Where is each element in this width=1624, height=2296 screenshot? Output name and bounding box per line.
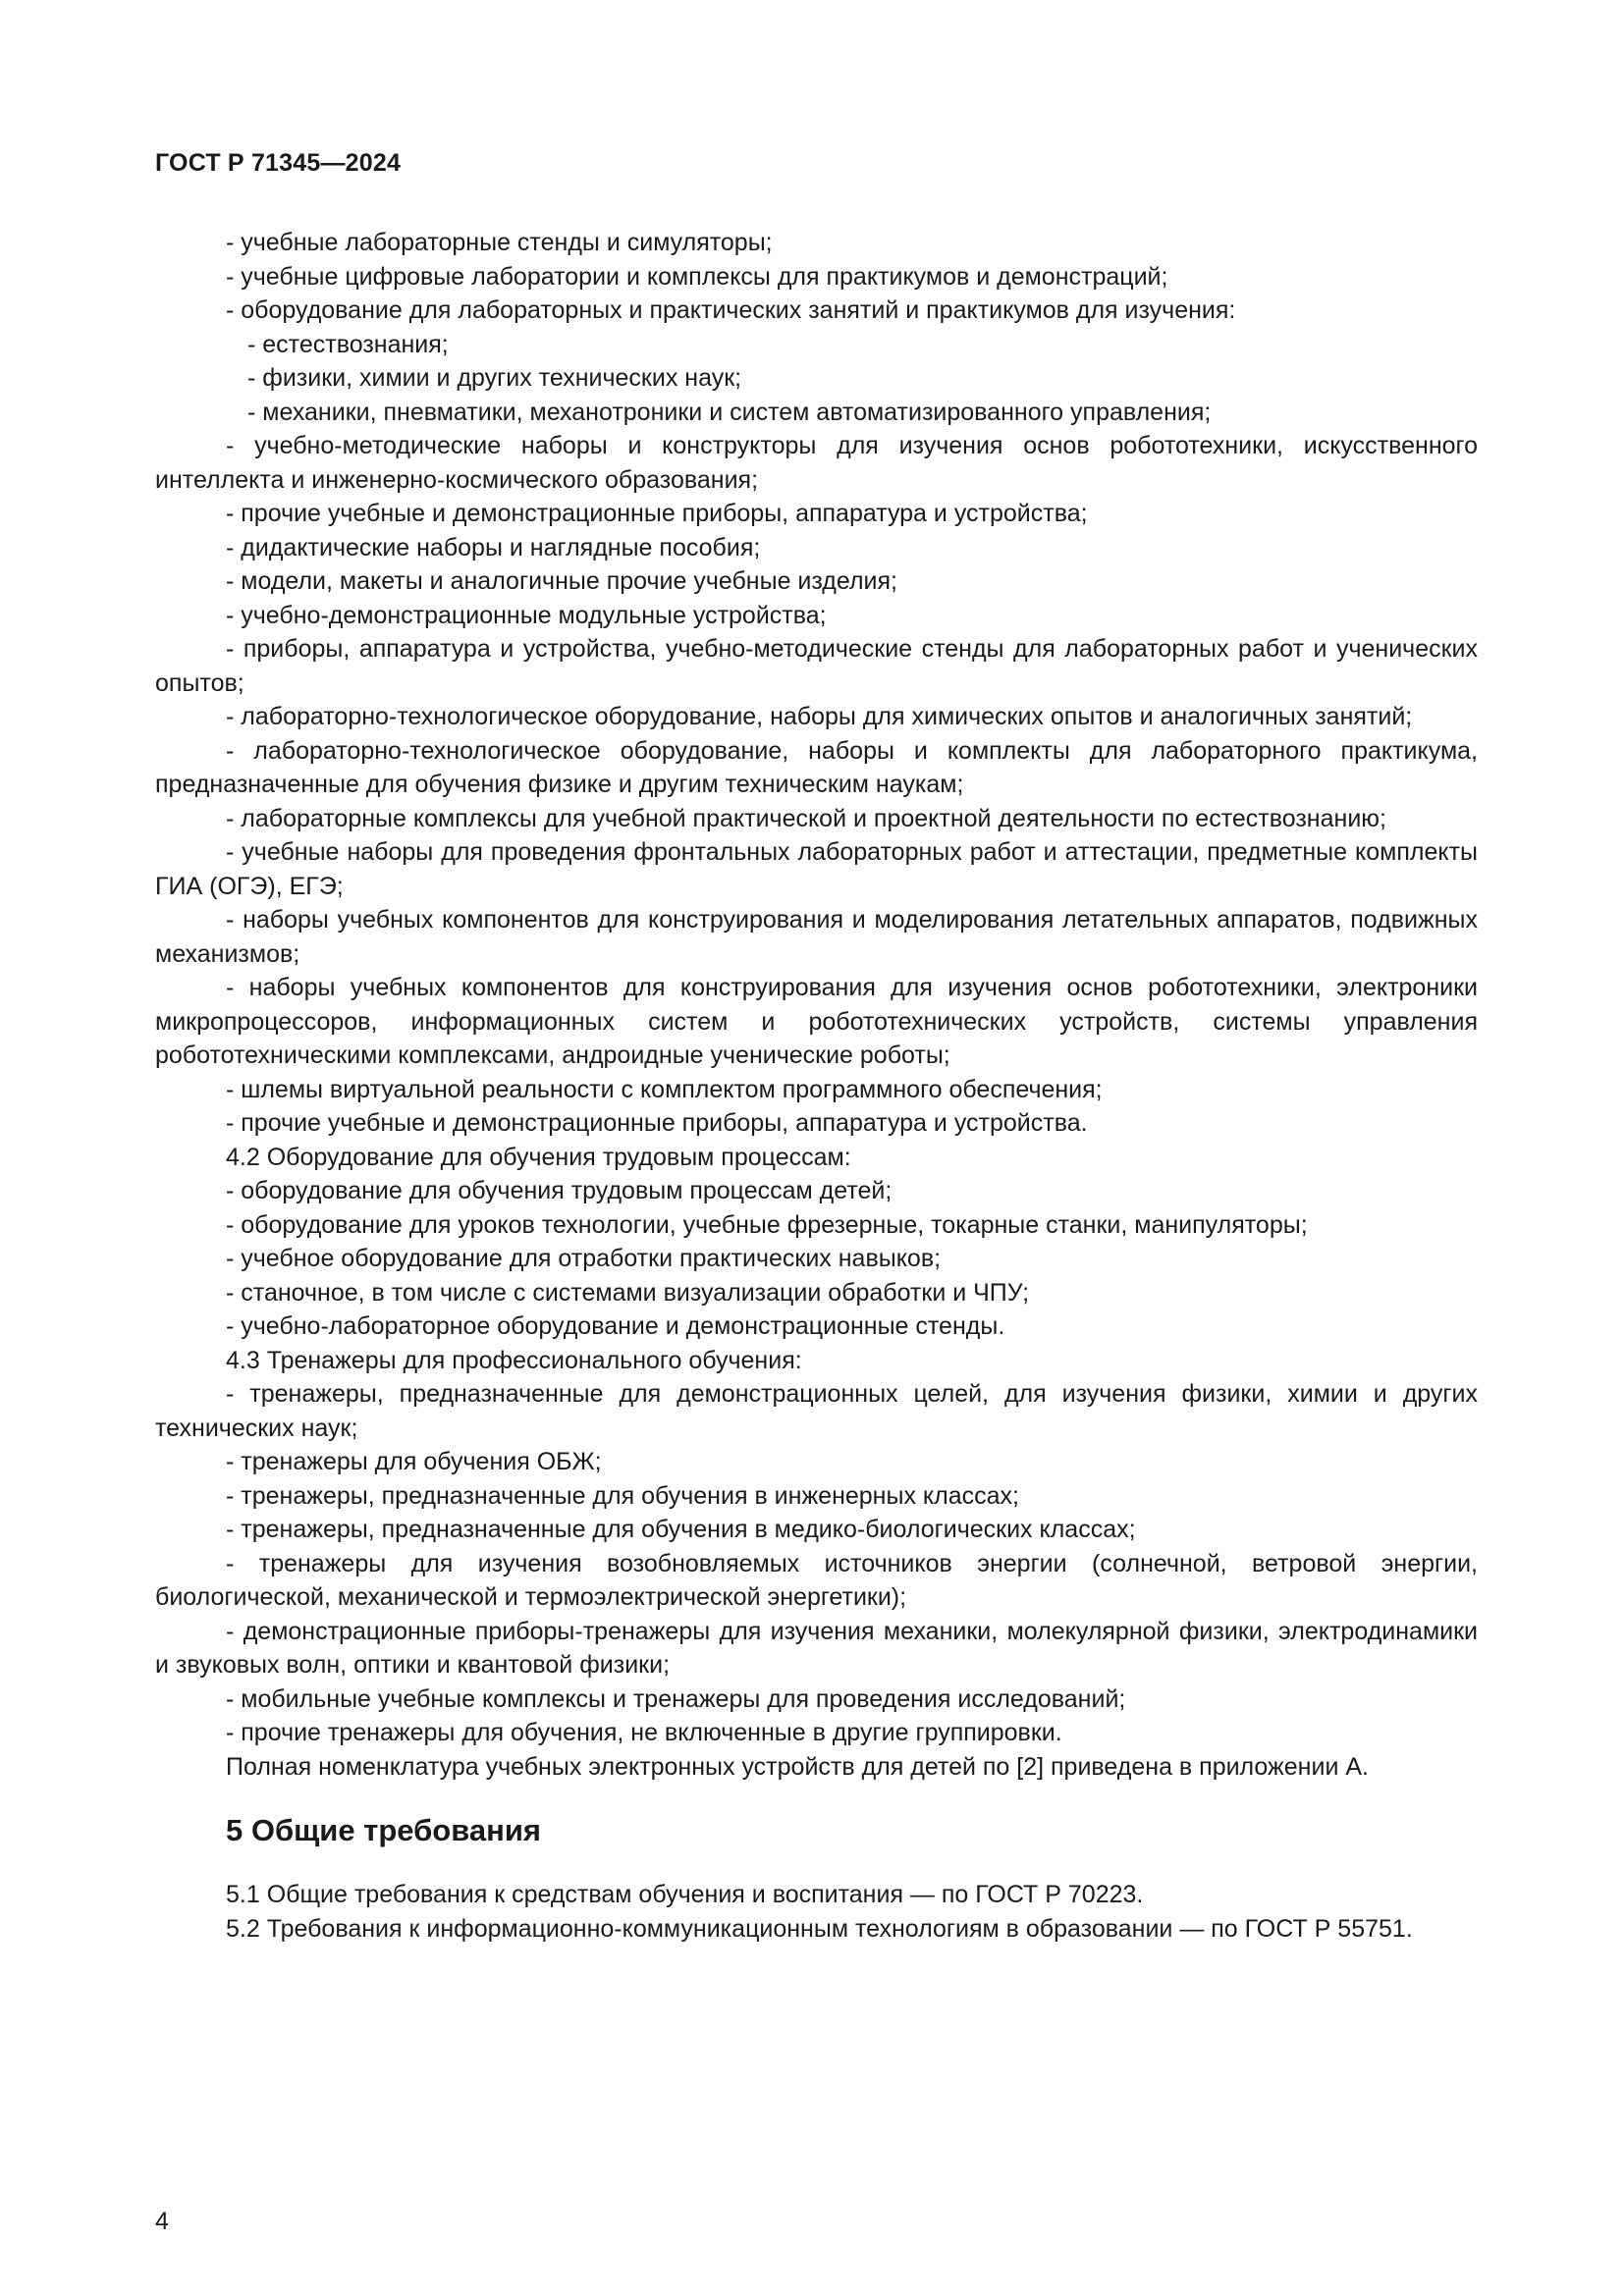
list-item: - учебно-методические наборы и конструкторы для изучения основ робототехники, искусственного интеллекта и инженерно-космического образования; [155,432,1478,494]
list-item: - прочие учебные и демонстрационные приборы, аппаратура и устройства. [226,1109,1088,1137]
list-item: - оборудование для уроков технологии, учебные фрезерные, токарные станки, манипуляторы; [226,1210,1308,1239]
list-item: - демонстрационные приборы-тренажеры для изучения механики, молекулярной физики, электродинамики и звуковых волн, оптики и квантовой физики; [155,1617,1478,1679]
list-item: - наборы учебных компонентов для конструирования и моделирования летательных аппаратов, подвижных механизмов; [155,906,1478,968]
clause-5-2: 5.2 Требования к информационно-коммуникационным технологиям в образовании — по ГОСТ Р 55751. [226,1914,1413,1943]
clause-4-3-heading: 4.3 Тренажеры для профессионального обучения: [226,1346,802,1374]
document-header: ГОСТ Р 71345—2024 [155,149,402,177]
list-subitem: - физики, химии и других технических наук; [247,364,742,392]
list-item: - прочие учебные и демонстрационные приборы, аппаратура и устройства; [226,500,1088,527]
list-item: - учебные наборы для проведения фронтальных лабораторных работ и аттестации, предметные комплекты ГИА (ОГЭ), ЕГЭ; [155,838,1478,900]
list-item: - лабораторно-технологическое оборудование, наборы и комплекты для лабораторного практикума, предназначенные для обучения физике и другим техническим наукам; [155,736,1478,798]
list-item: - тренажеры для изучения возобновляемых источников энергии (солнечной, ветровой энергии, биологической, механической и термоэлектрической энергетики); [155,1549,1478,1611]
page-number: 4 [155,2208,169,2235]
list-item: - лабораторно-технологическое оборудование, наборы для химических опытов и аналогичных занятий; [226,703,1413,730]
list-item: - тренажеры, предназначенные для обучения в медико-биологических классах; [226,1516,1136,1543]
list-item: - приборы, аппаратура и устройства, учебно-методические стенды для лабораторных работ и ученических опытов; [155,635,1478,697]
list-item: - дидактические наборы и наглядные пособия; [226,533,761,561]
list-item: - учебно-демонстрационные модульные устройства; [226,601,827,629]
document-body [155,226,1478,1946]
list-item: - учебные цифровые лаборатории и комплексы для практикумов и демонстраций; [226,262,1168,291]
clause-4-2-heading: 4.2 Оборудование для обучения трудовым процессам: [226,1143,851,1171]
list-subitem: - механики, пневматики, механотроники и систем автоматизированного управления; [247,398,1212,426]
list-item: - лабораторные комплексы для учебной практической и проектной деятельности по естествознанию; [226,804,1386,832]
list-item: - тренажеры, предназначенные для демонстрационных целей, для изучения физики, химии и других технических наук; [155,1380,1478,1442]
list-item: - тренажеры, предназначенные для обучения в инженерных классах; [226,1481,1019,1510]
list-item: - тренажеры для обучения ОБЖ; [226,1448,602,1475]
list-item: - оборудование для лабораторных и практических занятий и практикумов для изучения: [226,296,1236,324]
list-item: - модели, макеты и аналогичные прочие учебные изделия; [226,567,897,595]
list-item: - учебные лабораторные стенды и симуляторы; [226,229,773,256]
clause-5-1: 5.1 Общие требования к средствам обучения и воспитания — по ГОСТ Р 70223. [226,1881,1144,1908]
list-item: - учебно-лабораторное оборудование и демонстрационные стенды. [226,1312,1005,1340]
list-subitem: - естествознания; [247,330,449,358]
list-item: - шлемы виртуальной реальности с комплектом программного обеспечения; [226,1075,1103,1103]
section-5-title: 5 Общие требования [226,1813,541,1847]
list-item: - прочие тренажеры для обучения, не включенные в другие группировки. [226,1719,1062,1746]
list-item: - оборудование для обучения трудовым процессам детей; [226,1177,893,1204]
nomenclature-note: Полная номенклатура учебных электронных устройств для детей по [2] приведена в приложении А. [226,1752,1369,1781]
list-item: - учебное оборудование для отработки практических навыков; [226,1245,942,1272]
list-item: - мобильные учебные комплексы и тренажеры для проведения исследований; [226,1684,1126,1713]
list-item: - наборы учебных компонентов для конструирования для изучения основ робототехники, электроники микропроцессоров, информационных систем и робототехнических устройств, системы управления робототехническими комплексами, андроидные ученические роботы; [155,974,1478,1069]
list-item: - станочное, в том числе с системами визуализации обработки и ЧПУ; [226,1278,1030,1307]
